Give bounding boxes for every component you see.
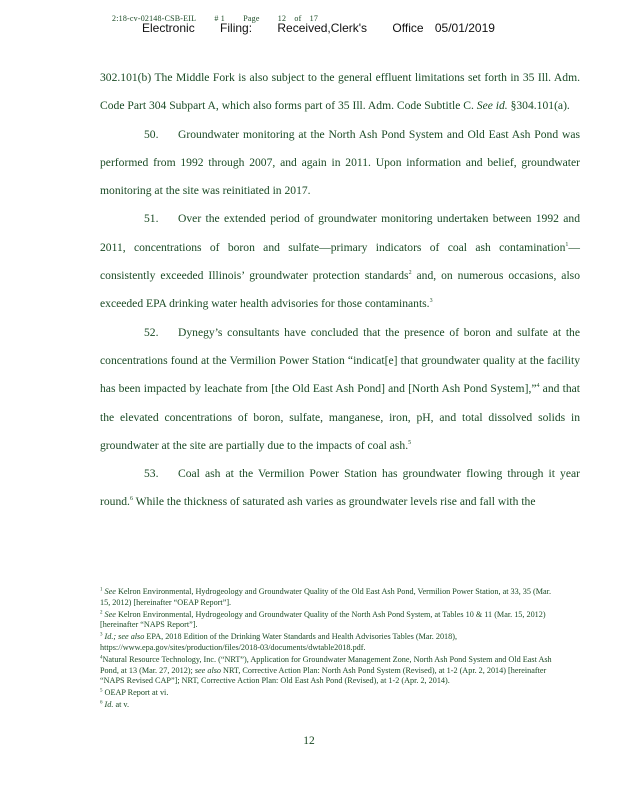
footnote-ref: 5	[408, 440, 412, 446]
footnote-text: Kelron Environmental, Hydrogeology and Groundwater Quality of the Old East Ash Pond, Vermilion Power Station, at 33, 35 (Mar. 15, 2012) [hereinafter “OEAP Report”].	[100, 587, 552, 607]
footnote-number: 6	[100, 700, 103, 706]
signal-see-also: see also	[194, 665, 221, 675]
signal-see: See	[104, 609, 116, 619]
footnote-number: 1	[100, 587, 103, 593]
paragraph-text: Over the extended period of groundwater monitoring undertaken between 1992 and 2011, concentrations of boron and sulfate—primary indicators of coal ash contamination	[100, 212, 580, 254]
footnote-number: 5	[100, 688, 103, 694]
paragraph-text: Coal ash at the Vermilion Power Station has groundwater flowing through it year round.	[100, 467, 580, 509]
body-text	[100, 64, 580, 517]
paragraph-text: 302.101(b) The Middle Fork is also subject to the general effluent limitations set forth in 35 Ill. Adm. Code Part 304 Subpart A, which also forms part of 35 Ill. Adm. Code Subtitle C.	[100, 71, 580, 113]
footnote-number: 3	[100, 632, 103, 638]
footnote-number: 4	[100, 655, 103, 661]
paragraph-text: Dynegy’s consultants have concluded that the presence of boron and sulfate at the concentrations found at the Vermilion Power Station “indicat[e] that groundwater quality at the facility has been impacted by leachate from [the Old East Ash Pond] and [North Ash Pond System],”	[100, 325, 580, 396]
signal-id: Id.	[104, 700, 114, 710]
footnote-2	[100, 610, 562, 631]
footnote-text: Kelron Environmental, Hydrogeology and Groundwater Quality of the North Ash Pond System, at Tables 10 & 11 (Mar. 15, 2012) [hereinafter “NAPS Report”].	[100, 609, 546, 630]
page-number: 12	[303, 735, 315, 747]
page-current: 12	[277, 14, 287, 23]
case-number: 2:18-cv-02148-CSB-EIL	[112, 14, 197, 23]
signal-id-see-also: Id.; see also	[104, 632, 145, 642]
footnote-ref: 4	[536, 383, 540, 390]
footnote-text: at v.	[113, 700, 130, 710]
paragraph-number: 51.	[144, 212, 159, 226]
paragraph-continued	[100, 64, 580, 121]
citation-see-id: See id.	[476, 99, 508, 113]
paragraph-number: 52.	[144, 325, 159, 339]
footnote-3	[100, 632, 562, 653]
paragraph-text: and, on numerous occasions, also exceeded EPA drinking water health advisories for those contaminants.	[100, 269, 580, 311]
page-total: 17	[309, 14, 319, 23]
page-label: Page	[243, 14, 260, 23]
footnote-ref: 6	[129, 496, 133, 503]
footnote-4	[100, 655, 562, 687]
received-label: Received,	[277, 21, 331, 35]
paragraph-51	[100, 205, 580, 318]
electronic-filing-stamp	[142, 21, 517, 35]
paragraph-50	[100, 121, 580, 206]
paragraph-text: —consistently exceeded Illinois’ groundwater protection standards	[100, 240, 580, 283]
doc-label: # 1	[214, 14, 226, 23]
footnote-ref: 2	[408, 270, 412, 277]
paragraph-text: §304.101(a).	[507, 99, 570, 113]
paragraph-text: and that the elevated concentrations of boron, sulfate, manganese, iron, pH, and total dissolved solids in groundwater at the site are partially due to the impacts of coal ash.	[100, 382, 580, 452]
paragraph-text: Groundwater monitoring at the North Ash Pond System and Old East Ash Pond was performed from 1992 through 2007, and again in 2011. Upon information and belief, groundwater monitoring at the site was reinitiated in 2017.	[100, 127, 580, 198]
paragraph-number: 53.	[144, 467, 159, 481]
footnote-text: NRT, Corrective Action Plan: North Ash Pond System (Revised), at 1-2 (Apr. 2, 2014) [hereinafter “NAPS Revised CAP”]; NRT, Corrective Action Plan: Old East Ash Pond (Revised), at 1-2 (Apr. 2, 2014).	[100, 665, 547, 686]
clerks-label: Clerk's	[330, 21, 368, 35]
page-of: of	[294, 14, 302, 23]
footnote-ref: 3	[429, 298, 433, 305]
office-label: Office	[392, 21, 424, 35]
footnote-number: 2	[100, 609, 103, 615]
footnote-ref: 1	[565, 241, 569, 248]
footnote-text: EPA, 2018 Edition of the Drinking Water Standards and Health Advisories Tables (Mar. 2018), https://www.epa.gov/sites/production/files/2018-03/documents/dwtable2018.pdf.	[100, 632, 457, 652]
footnote-5	[100, 688, 562, 699]
signal-see: See	[104, 587, 116, 596]
paragraph-number: 50.	[144, 127, 159, 141]
paragraph-53	[100, 460, 580, 517]
footnote-text: Natural Resource Technology, Inc. (“NRT”), Application for Groundwater Management Zone, North Ash Pond System and Old East Ash Pond, at 13 (Mar. 27, 2012);	[100, 655, 552, 675]
filing-label: Filing:	[220, 21, 253, 35]
paragraph-text: While the thickness of saturated ash varies as groundwater levels rise and fall with the	[132, 495, 536, 509]
file-stamp-header	[112, 14, 532, 40]
footnote-1	[100, 587, 562, 608]
footnotes	[100, 587, 562, 713]
footnote-6	[100, 700, 562, 711]
footnote-text: OEAP Report at vi.	[104, 688, 169, 698]
filing-date: 05/01/2019	[434, 21, 495, 35]
paragraph-52	[100, 319, 580, 460]
electronic-label: Electronic	[142, 21, 195, 35]
